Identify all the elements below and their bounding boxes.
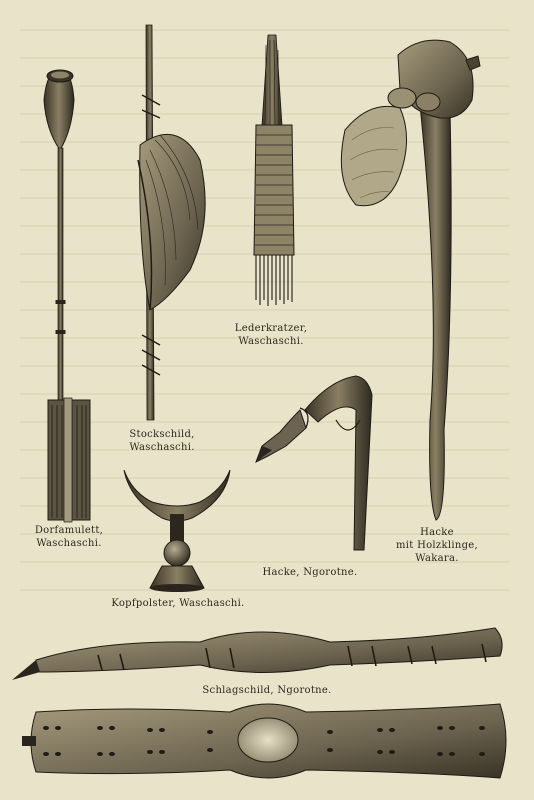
caption-line: Waschaschi. (238, 336, 304, 347)
kopfpolster-drawing (124, 470, 230, 592)
caption-schlagschild (192, 684, 342, 697)
schlagschild-lower-drawing (22, 704, 506, 778)
hacke-ngorotne-drawing (256, 376, 372, 550)
caption-line: Kopfpolster, Waschaschi. (111, 598, 245, 609)
caption-kopfpolster (100, 597, 256, 610)
caption-line: Waschaschi. (129, 442, 195, 453)
caption-lederkratzer (226, 322, 316, 348)
caption-line: Hacke, Ngorotne. (262, 567, 358, 578)
stockschild-drawing (138, 25, 205, 420)
caption-dorfamulett (25, 524, 113, 550)
caption-line: Wakara. (415, 553, 459, 564)
caption-line: Waschaschi. (36, 538, 102, 549)
caption-line: Hacke (420, 527, 454, 538)
caption-stockschild (122, 428, 202, 454)
caption-hacke-wakara (382, 526, 492, 565)
caption-line: mit Holzklinge, (396, 540, 478, 551)
caption-line: Stockschild, (129, 429, 195, 440)
lederkratzer-drawing (254, 35, 294, 306)
caption-line: Schlagschild, Ngorotne. (202, 685, 332, 696)
dorfamulett-drawing (44, 70, 90, 522)
caption-line: Dorfamulett, (34, 525, 104, 536)
caption-line: Lederkratzer, (234, 323, 308, 334)
caption-hacke-ngorotne (256, 566, 364, 579)
schlagschild-drawing (12, 628, 502, 680)
